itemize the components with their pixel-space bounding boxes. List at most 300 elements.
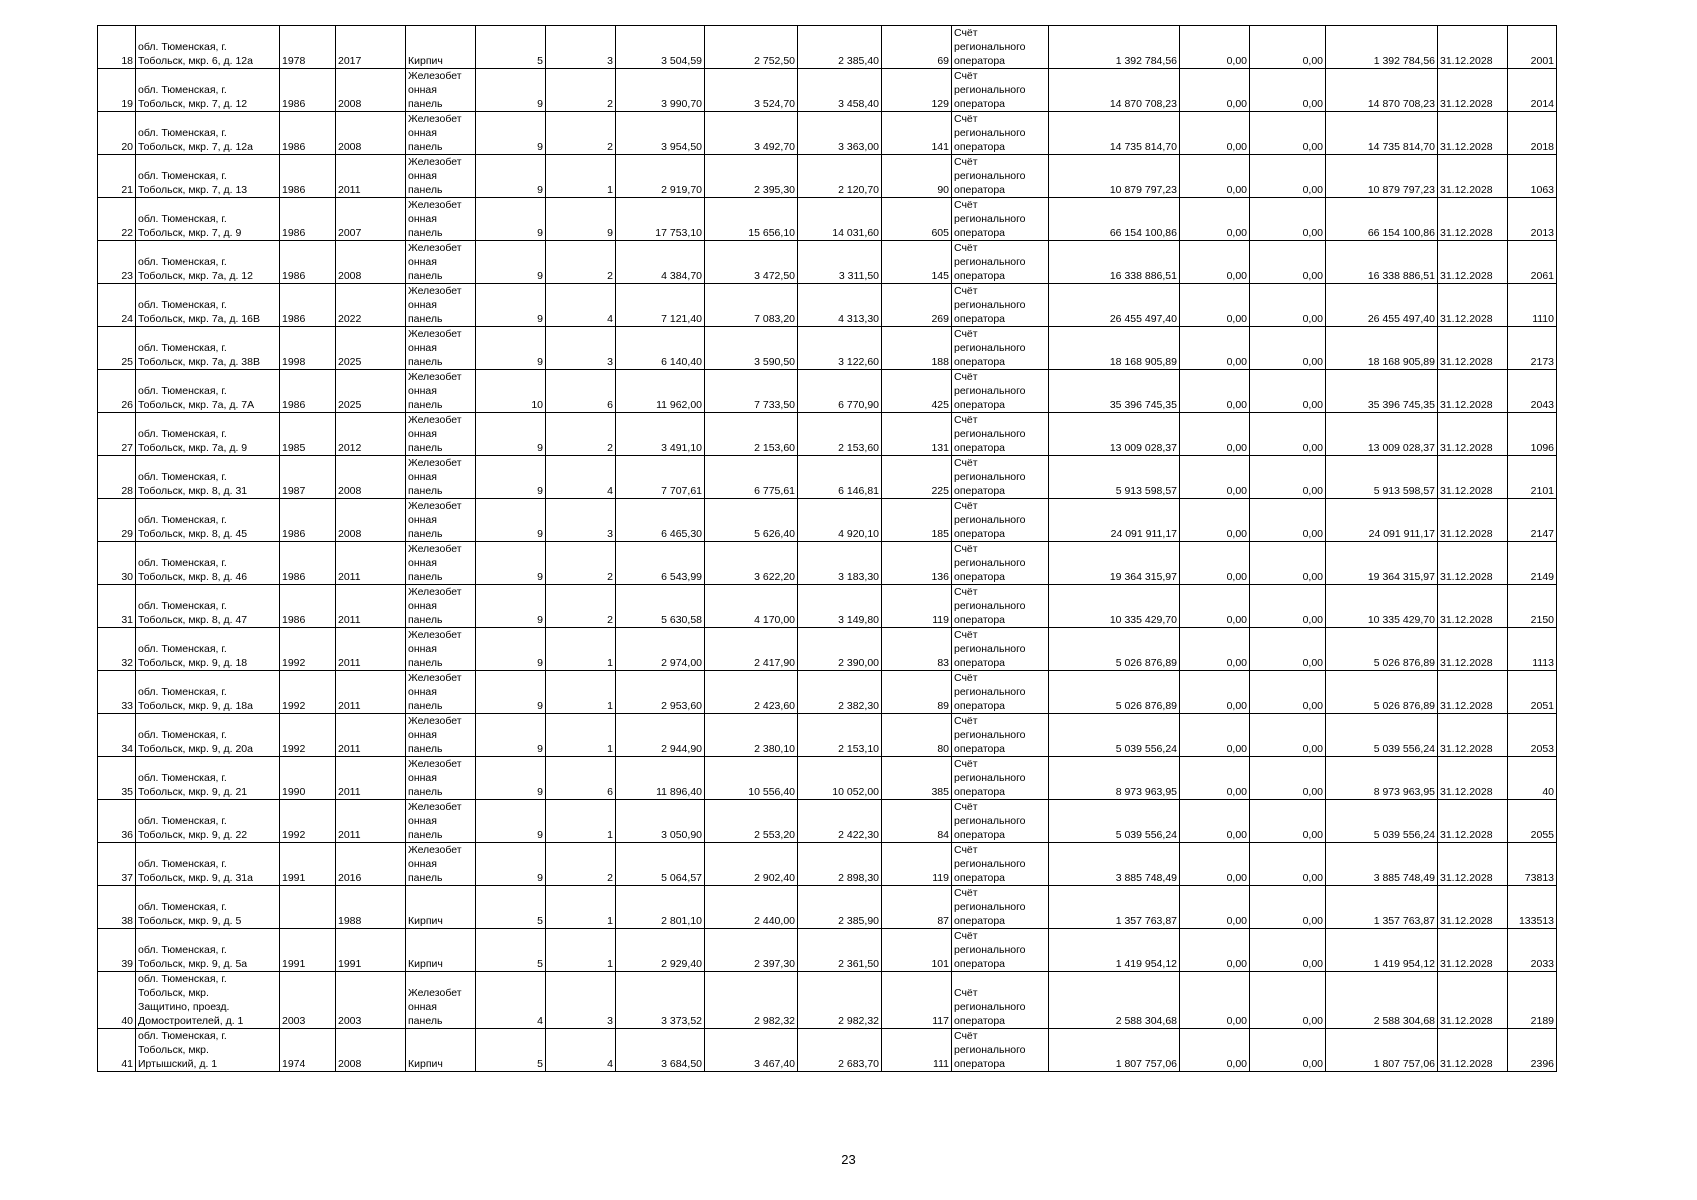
building-id-cell: 1113 [1508,628,1557,671]
deadline-date-cell: 31.12.2028 [1438,585,1508,628]
floors-cell: 9 [476,327,546,370]
cost-budget-cell: 0,00 [1180,843,1250,886]
entrances-cell: 2 [546,542,616,585]
table-row [98,26,1557,69]
total-area-cell: 3 504,59 [616,26,705,69]
cost-total-cell: 10 879 797,23 [1049,155,1180,198]
row-number-cell: 30 [98,542,136,585]
wall-material-cell: Железобет онная панель [406,198,476,241]
wall-material-cell: Железобет онная панель [406,112,476,155]
cost-owners-cell: 18 168 905,89 [1326,327,1438,370]
cost-owners-cell: 24 091 911,17 [1326,499,1438,542]
total-area-cell: 5 630,58 [616,585,705,628]
living-area-cell: 2 423,60 [705,671,798,714]
building-id-cell: 2053 [1508,714,1557,757]
entrances-cell: 3 [546,327,616,370]
row-number-cell: 38 [98,886,136,929]
cost-budget-cell: 0,00 [1180,972,1250,1029]
cost-owners-cell: 5 026 876,89 [1326,671,1438,714]
row-number-cell: 23 [98,241,136,284]
year-built-cell: 2003 [280,972,336,1029]
residents-cell: 605 [882,198,952,241]
building-id-cell: 1096 [1508,413,1557,456]
cost-total-cell: 5 039 556,24 [1049,800,1180,843]
row-number-cell: 24 [98,284,136,327]
residents-cell: 117 [882,972,952,1029]
fund-method-cell: Счёт регионального оператора [952,757,1049,800]
deadline-date-cell: 31.12.2028 [1438,714,1508,757]
year-built-cell: 1986 [280,499,336,542]
year-repair-cell: 2011 [336,542,406,585]
cost-budget-cell: 0,00 [1180,327,1250,370]
cost-local-cell: 0,00 [1250,886,1326,929]
living-area-cell: 6 775,61 [705,456,798,499]
table-row [98,370,1557,413]
year-repair-cell: 2025 [336,327,406,370]
address-cell: обл. Тюменская, г. Тобольск, мкр. 8, д. 45 [136,499,280,542]
deadline-date-cell: 31.12.2028 [1438,886,1508,929]
entrances-cell: 2 [546,112,616,155]
residents-cell: 269 [882,284,952,327]
address-cell: обл. Тюменская, г. Тобольск, мкр. 6, д. 12а [136,26,280,69]
total-area-cell: 2 919,70 [616,155,705,198]
cost-budget-cell: 0,00 [1180,155,1250,198]
residential-area-cell: 2 153,10 [798,714,882,757]
residents-cell: 101 [882,929,952,972]
cost-budget-cell: 0,00 [1180,413,1250,456]
living-area-cell: 3 492,70 [705,112,798,155]
residents-cell: 83 [882,628,952,671]
table-row [98,714,1557,757]
row-number-cell: 18 [98,26,136,69]
fund-method-cell: Счёт регионального оператора [952,585,1049,628]
table-row [98,155,1557,198]
total-area-cell: 3 954,50 [616,112,705,155]
fund-method-cell: Счёт регионального оператора [952,929,1049,972]
address-cell: обл. Тюменская, г. Тобольск, мкр. 7, д. 12 [136,69,280,112]
total-area-cell: 2 953,60 [616,671,705,714]
residential-area-cell: 2 385,40 [798,26,882,69]
building-id-cell: 133513 [1508,886,1557,929]
floors-cell: 9 [476,198,546,241]
deadline-date-cell: 31.12.2028 [1438,155,1508,198]
table-row [98,671,1557,714]
cost-owners-cell: 1 807 757,06 [1326,1029,1438,1072]
cost-local-cell: 0,00 [1250,370,1326,413]
residential-area-cell: 2 361,50 [798,929,882,972]
table-row [98,972,1557,1029]
address-cell: обл. Тюменская, г. Тобольск, мкр. 7а, д. 16В [136,284,280,327]
entrances-cell: 2 [546,843,616,886]
cost-owners-cell: 3 885 748,49 [1326,843,1438,886]
cost-owners-cell: 14 735 814,70 [1326,112,1438,155]
deadline-date-cell: 31.12.2028 [1438,972,1508,1029]
deadline-date-cell: 31.12.2028 [1438,800,1508,843]
living-area-cell: 4 170,00 [705,585,798,628]
cost-local-cell: 0,00 [1250,26,1326,69]
residential-area-cell: 3 183,30 [798,542,882,585]
cost-owners-cell: 13 009 028,37 [1326,413,1438,456]
fund-method-cell: Счёт регионального оператора [952,69,1049,112]
cost-local-cell: 0,00 [1250,241,1326,284]
table-row [98,456,1557,499]
fund-method-cell: Счёт регионального оператора [952,843,1049,886]
entrances-cell: 9 [546,198,616,241]
residents-cell: 385 [882,757,952,800]
cost-total-cell: 5 026 876,89 [1049,628,1180,671]
buildings-table [97,25,1557,1072]
year-repair-cell: 2011 [336,155,406,198]
fund-method-cell: Счёт регионального оператора [952,628,1049,671]
cost-owners-cell: 8 973 963,95 [1326,757,1438,800]
residential-area-cell: 6 146,81 [798,456,882,499]
year-repair-cell: 2008 [336,112,406,155]
page-number: 23 [841,1152,856,1167]
deadline-date-cell: 31.12.2028 [1438,26,1508,69]
deadline-date-cell: 31.12.2028 [1438,757,1508,800]
cost-budget-cell: 0,00 [1180,241,1250,284]
year-repair-cell: 2008 [336,69,406,112]
deadline-date-cell: 31.12.2028 [1438,628,1508,671]
address-cell: обл. Тюменская, г. Тобольск, мкр. 7, д. 12а [136,112,280,155]
residents-cell: 119 [882,843,952,886]
cost-total-cell: 24 091 911,17 [1049,499,1180,542]
cost-budget-cell: 0,00 [1180,800,1250,843]
year-built-cell: 1991 [280,843,336,886]
cost-owners-cell: 10 879 797,23 [1326,155,1438,198]
cost-owners-cell: 1 357 763,87 [1326,886,1438,929]
year-built-cell: 1992 [280,800,336,843]
entrances-cell: 3 [546,499,616,542]
table-row [98,628,1557,671]
year-repair-cell: 2007 [336,198,406,241]
cost-local-cell: 0,00 [1250,800,1326,843]
entrances-cell: 1 [546,714,616,757]
cost-total-cell: 8 973 963,95 [1049,757,1180,800]
cost-total-cell: 13 009 028,37 [1049,413,1180,456]
wall-material-cell: Железобет онная панель [406,671,476,714]
wall-material-cell: Железобет онная панель [406,241,476,284]
row-number-cell: 31 [98,585,136,628]
cost-total-cell: 5 039 556,24 [1049,714,1180,757]
year-repair-cell: 2011 [336,714,406,757]
cost-owners-cell: 10 335 429,70 [1326,585,1438,628]
wall-material-cell: Кирпич [406,26,476,69]
year-built-cell: 1992 [280,671,336,714]
table-row [98,284,1557,327]
address-cell: обл. Тюменская, г. Тобольск, мкр. 7а, д. 38В [136,327,280,370]
total-area-cell: 11 896,40 [616,757,705,800]
deadline-date-cell: 31.12.2028 [1438,69,1508,112]
deadline-date-cell: 31.12.2028 [1438,241,1508,284]
cost-total-cell: 1 807 757,06 [1049,1029,1180,1072]
floors-cell: 9 [476,757,546,800]
building-id-cell: 2013 [1508,198,1557,241]
table-row [98,241,1557,284]
deadline-date-cell: 31.12.2028 [1438,929,1508,972]
address-cell: обл. Тюменская, г. Тобольск, мкр. 8, д. 47 [136,585,280,628]
row-number-cell: 25 [98,327,136,370]
deadline-date-cell: 31.12.2028 [1438,327,1508,370]
wall-material-cell: Железобет онная панель [406,499,476,542]
address-cell: обл. Тюменская, г. Тобольск, мкр. 9, д. 31а [136,843,280,886]
building-id-cell: 2061 [1508,241,1557,284]
entrances-cell: 2 [546,241,616,284]
cost-budget-cell: 0,00 [1180,757,1250,800]
entrances-cell: 2 [546,585,616,628]
building-id-cell: 73813 [1508,843,1557,886]
year-built-cell: 1991 [280,929,336,972]
floors-cell: 9 [476,499,546,542]
residential-area-cell: 2 422,30 [798,800,882,843]
address-cell: обл. Тюменская, г. Тобольск, мкр. 9, д. 5 [136,886,280,929]
cost-budget-cell: 0,00 [1180,714,1250,757]
residential-area-cell: 3 149,80 [798,585,882,628]
residents-cell: 188 [882,327,952,370]
cost-budget-cell: 0,00 [1180,628,1250,671]
wall-material-cell: Железобет онная панель [406,585,476,628]
entrances-cell: 6 [546,370,616,413]
total-area-cell: 17 753,10 [616,198,705,241]
residents-cell: 111 [882,1029,952,1072]
table-row [98,886,1557,929]
cost-budget-cell: 0,00 [1180,585,1250,628]
table-row [98,198,1557,241]
cost-total-cell: 35 396 745,35 [1049,370,1180,413]
living-area-cell: 2 982,32 [705,972,798,1029]
residents-cell: 89 [882,671,952,714]
residential-area-cell: 14 031,60 [798,198,882,241]
address-cell: обл. Тюменская, г. Тобольск, мкр. 9, д. 21 [136,757,280,800]
building-id-cell: 2147 [1508,499,1557,542]
total-area-cell: 5 064,57 [616,843,705,886]
floors-cell: 9 [476,542,546,585]
floors-cell: 9 [476,69,546,112]
wall-material-cell: Железобет онная панель [406,714,476,757]
fund-method-cell: Счёт регионального оператора [952,198,1049,241]
cost-total-cell: 14 870 708,23 [1049,69,1180,112]
cost-owners-cell: 16 338 886,51 [1326,241,1438,284]
floors-cell: 9 [476,843,546,886]
address-cell: обл. Тюменская, г. Тобольск, мкр. 7а, д. 12 [136,241,280,284]
year-repair-cell: 2025 [336,370,406,413]
building-id-cell: 2149 [1508,542,1557,585]
cost-budget-cell: 0,00 [1180,1029,1250,1072]
cost-total-cell: 1 392 784,56 [1049,26,1180,69]
living-area-cell: 2 440,00 [705,886,798,929]
living-area-cell: 3 622,20 [705,542,798,585]
year-built-cell: 1978 [280,26,336,69]
deadline-date-cell: 31.12.2028 [1438,542,1508,585]
year-built-cell: 1986 [280,370,336,413]
building-id-cell: 2055 [1508,800,1557,843]
living-area-cell: 2 752,50 [705,26,798,69]
cost-budget-cell: 0,00 [1180,112,1250,155]
year-repair-cell: 2008 [336,456,406,499]
residents-cell: 90 [882,155,952,198]
fund-method-cell: Счёт регионального оператора [952,327,1049,370]
table-row [98,499,1557,542]
total-area-cell: 6 543,99 [616,542,705,585]
cost-budget-cell: 0,00 [1180,370,1250,413]
entrances-cell: 6 [546,757,616,800]
building-id-cell: 1110 [1508,284,1557,327]
residents-cell: 145 [882,241,952,284]
residential-area-cell: 2 898,30 [798,843,882,886]
cost-local-cell: 0,00 [1250,671,1326,714]
wall-material-cell: Железобет онная панель [406,370,476,413]
row-number-cell: 20 [98,112,136,155]
floors-cell: 5 [476,1029,546,1072]
residential-area-cell: 2 390,00 [798,628,882,671]
cost-budget-cell: 0,00 [1180,198,1250,241]
year-repair-cell: 2011 [336,671,406,714]
year-repair-cell: 2011 [336,628,406,671]
living-area-cell: 2 417,90 [705,628,798,671]
table-row [98,757,1557,800]
wall-material-cell: Железобет онная панель [406,69,476,112]
residential-area-cell: 3 122,60 [798,327,882,370]
cost-local-cell: 0,00 [1250,112,1326,155]
floors-cell: 9 [476,714,546,757]
cost-total-cell: 1 419 954,12 [1049,929,1180,972]
floors-cell: 9 [476,155,546,198]
fund-method-cell: Счёт регионального оператора [952,26,1049,69]
fund-method-cell: Счёт регионального оператора [952,370,1049,413]
total-area-cell: 11 962,00 [616,370,705,413]
cost-local-cell: 0,00 [1250,757,1326,800]
residential-area-cell: 4 313,30 [798,284,882,327]
residents-cell: 136 [882,542,952,585]
cost-local-cell: 0,00 [1250,284,1326,327]
total-area-cell: 3 684,50 [616,1029,705,1072]
cost-owners-cell: 26 455 497,40 [1326,284,1438,327]
total-area-cell: 6 465,30 [616,499,705,542]
year-built-cell [280,886,336,929]
cost-total-cell: 5 913 598,57 [1049,456,1180,499]
cost-owners-cell: 19 364 315,97 [1326,542,1438,585]
year-built-cell: 1986 [280,198,336,241]
residential-area-cell: 3 363,00 [798,112,882,155]
residential-area-cell: 2 982,32 [798,972,882,1029]
floors-cell: 9 [476,628,546,671]
cost-owners-cell: 66 154 100,86 [1326,198,1438,241]
deadline-date-cell: 31.12.2028 [1438,843,1508,886]
residents-cell: 80 [882,714,952,757]
total-area-cell: 7 121,40 [616,284,705,327]
row-number-cell: 32 [98,628,136,671]
year-repair-cell: 2011 [336,585,406,628]
entrances-cell: 1 [546,628,616,671]
entrances-cell: 1 [546,800,616,843]
fund-method-cell: Счёт регионального оператора [952,112,1049,155]
row-number-cell: 26 [98,370,136,413]
floors-cell: 9 [476,800,546,843]
deadline-date-cell: 31.12.2028 [1438,198,1508,241]
wall-material-cell: Железобет онная панель [406,327,476,370]
cost-owners-cell: 5 026 876,89 [1326,628,1438,671]
row-number-cell: 27 [98,413,136,456]
entrances-cell: 3 [546,972,616,1029]
table-row [98,69,1557,112]
residential-area-cell: 3 458,40 [798,69,882,112]
address-cell: обл. Тюменская, г. Тобольск, мкр. 9, д. 20а [136,714,280,757]
fund-method-cell: Счёт регионального оператора [952,241,1049,284]
cost-owners-cell: 14 870 708,23 [1326,69,1438,112]
deadline-date-cell: 31.12.2028 [1438,370,1508,413]
row-number-cell: 36 [98,800,136,843]
floors-cell: 5 [476,26,546,69]
living-area-cell: 5 626,40 [705,499,798,542]
building-id-cell: 2018 [1508,112,1557,155]
floors-cell: 4 [476,972,546,1029]
year-repair-cell: 2011 [336,800,406,843]
year-repair-cell: 2017 [336,26,406,69]
cost-local-cell: 0,00 [1250,714,1326,757]
floors-cell: 9 [476,456,546,499]
address-cell: обл. Тюменская, г. Тобольск, мкр. Иртышский, д. 1 [136,1029,280,1072]
total-area-cell: 2 944,90 [616,714,705,757]
cost-local-cell: 0,00 [1250,413,1326,456]
cost-budget-cell: 0,00 [1180,929,1250,972]
living-area-cell: 2 397,30 [705,929,798,972]
cost-owners-cell: 2 588 304,68 [1326,972,1438,1029]
year-repair-cell: 1991 [336,929,406,972]
residential-area-cell: 2 382,30 [798,671,882,714]
year-repair-cell: 2016 [336,843,406,886]
fund-method-cell: Счёт регионального оператора [952,284,1049,327]
cost-owners-cell: 1 419 954,12 [1326,929,1438,972]
residential-area-cell: 6 770,90 [798,370,882,413]
floors-cell: 5 [476,929,546,972]
row-number-cell: 21 [98,155,136,198]
total-area-cell: 3 373,52 [616,972,705,1029]
year-repair-cell: 2012 [336,413,406,456]
year-repair-cell: 2011 [336,757,406,800]
row-number-cell: 39 [98,929,136,972]
fund-method-cell: Счёт регионального оператора [952,499,1049,542]
address-cell: обл. Тюменская, г. Тобольск, мкр. Защитино, проезд. Домостроителей, д. 1 [136,972,280,1029]
cost-total-cell: 26 455 497,40 [1049,284,1180,327]
cost-local-cell: 0,00 [1250,198,1326,241]
wall-material-cell: Кирпич [406,929,476,972]
year-built-cell: 1992 [280,714,336,757]
building-id-cell: 2173 [1508,327,1557,370]
year-built-cell: 1987 [280,456,336,499]
fund-method-cell: Счёт регионального оператора [952,671,1049,714]
fund-method-cell: Счёт регионального оператора [952,886,1049,929]
wall-material-cell: Железобет онная панель [406,456,476,499]
year-built-cell: 1986 [280,284,336,327]
entrances-cell: 3 [546,26,616,69]
total-area-cell: 2 974,00 [616,628,705,671]
living-area-cell: 3 524,70 [705,69,798,112]
cost-total-cell: 1 357 763,87 [1049,886,1180,929]
entrances-cell: 1 [546,929,616,972]
floors-cell: 5 [476,886,546,929]
building-id-cell: 2043 [1508,370,1557,413]
table-row [98,929,1557,972]
wall-material-cell: Железобет онная панель [406,800,476,843]
table-row [98,585,1557,628]
year-built-cell: 1986 [280,155,336,198]
building-id-cell: 40 [1508,757,1557,800]
total-area-cell: 3 990,70 [616,69,705,112]
total-area-cell: 4 384,70 [616,241,705,284]
cost-local-cell: 0,00 [1250,155,1326,198]
address-cell: обл. Тюменская, г. Тобольск, мкр. 7а, д. 7А [136,370,280,413]
address-cell: обл. Тюменская, г. Тобольск, мкр. 9, д. 22 [136,800,280,843]
